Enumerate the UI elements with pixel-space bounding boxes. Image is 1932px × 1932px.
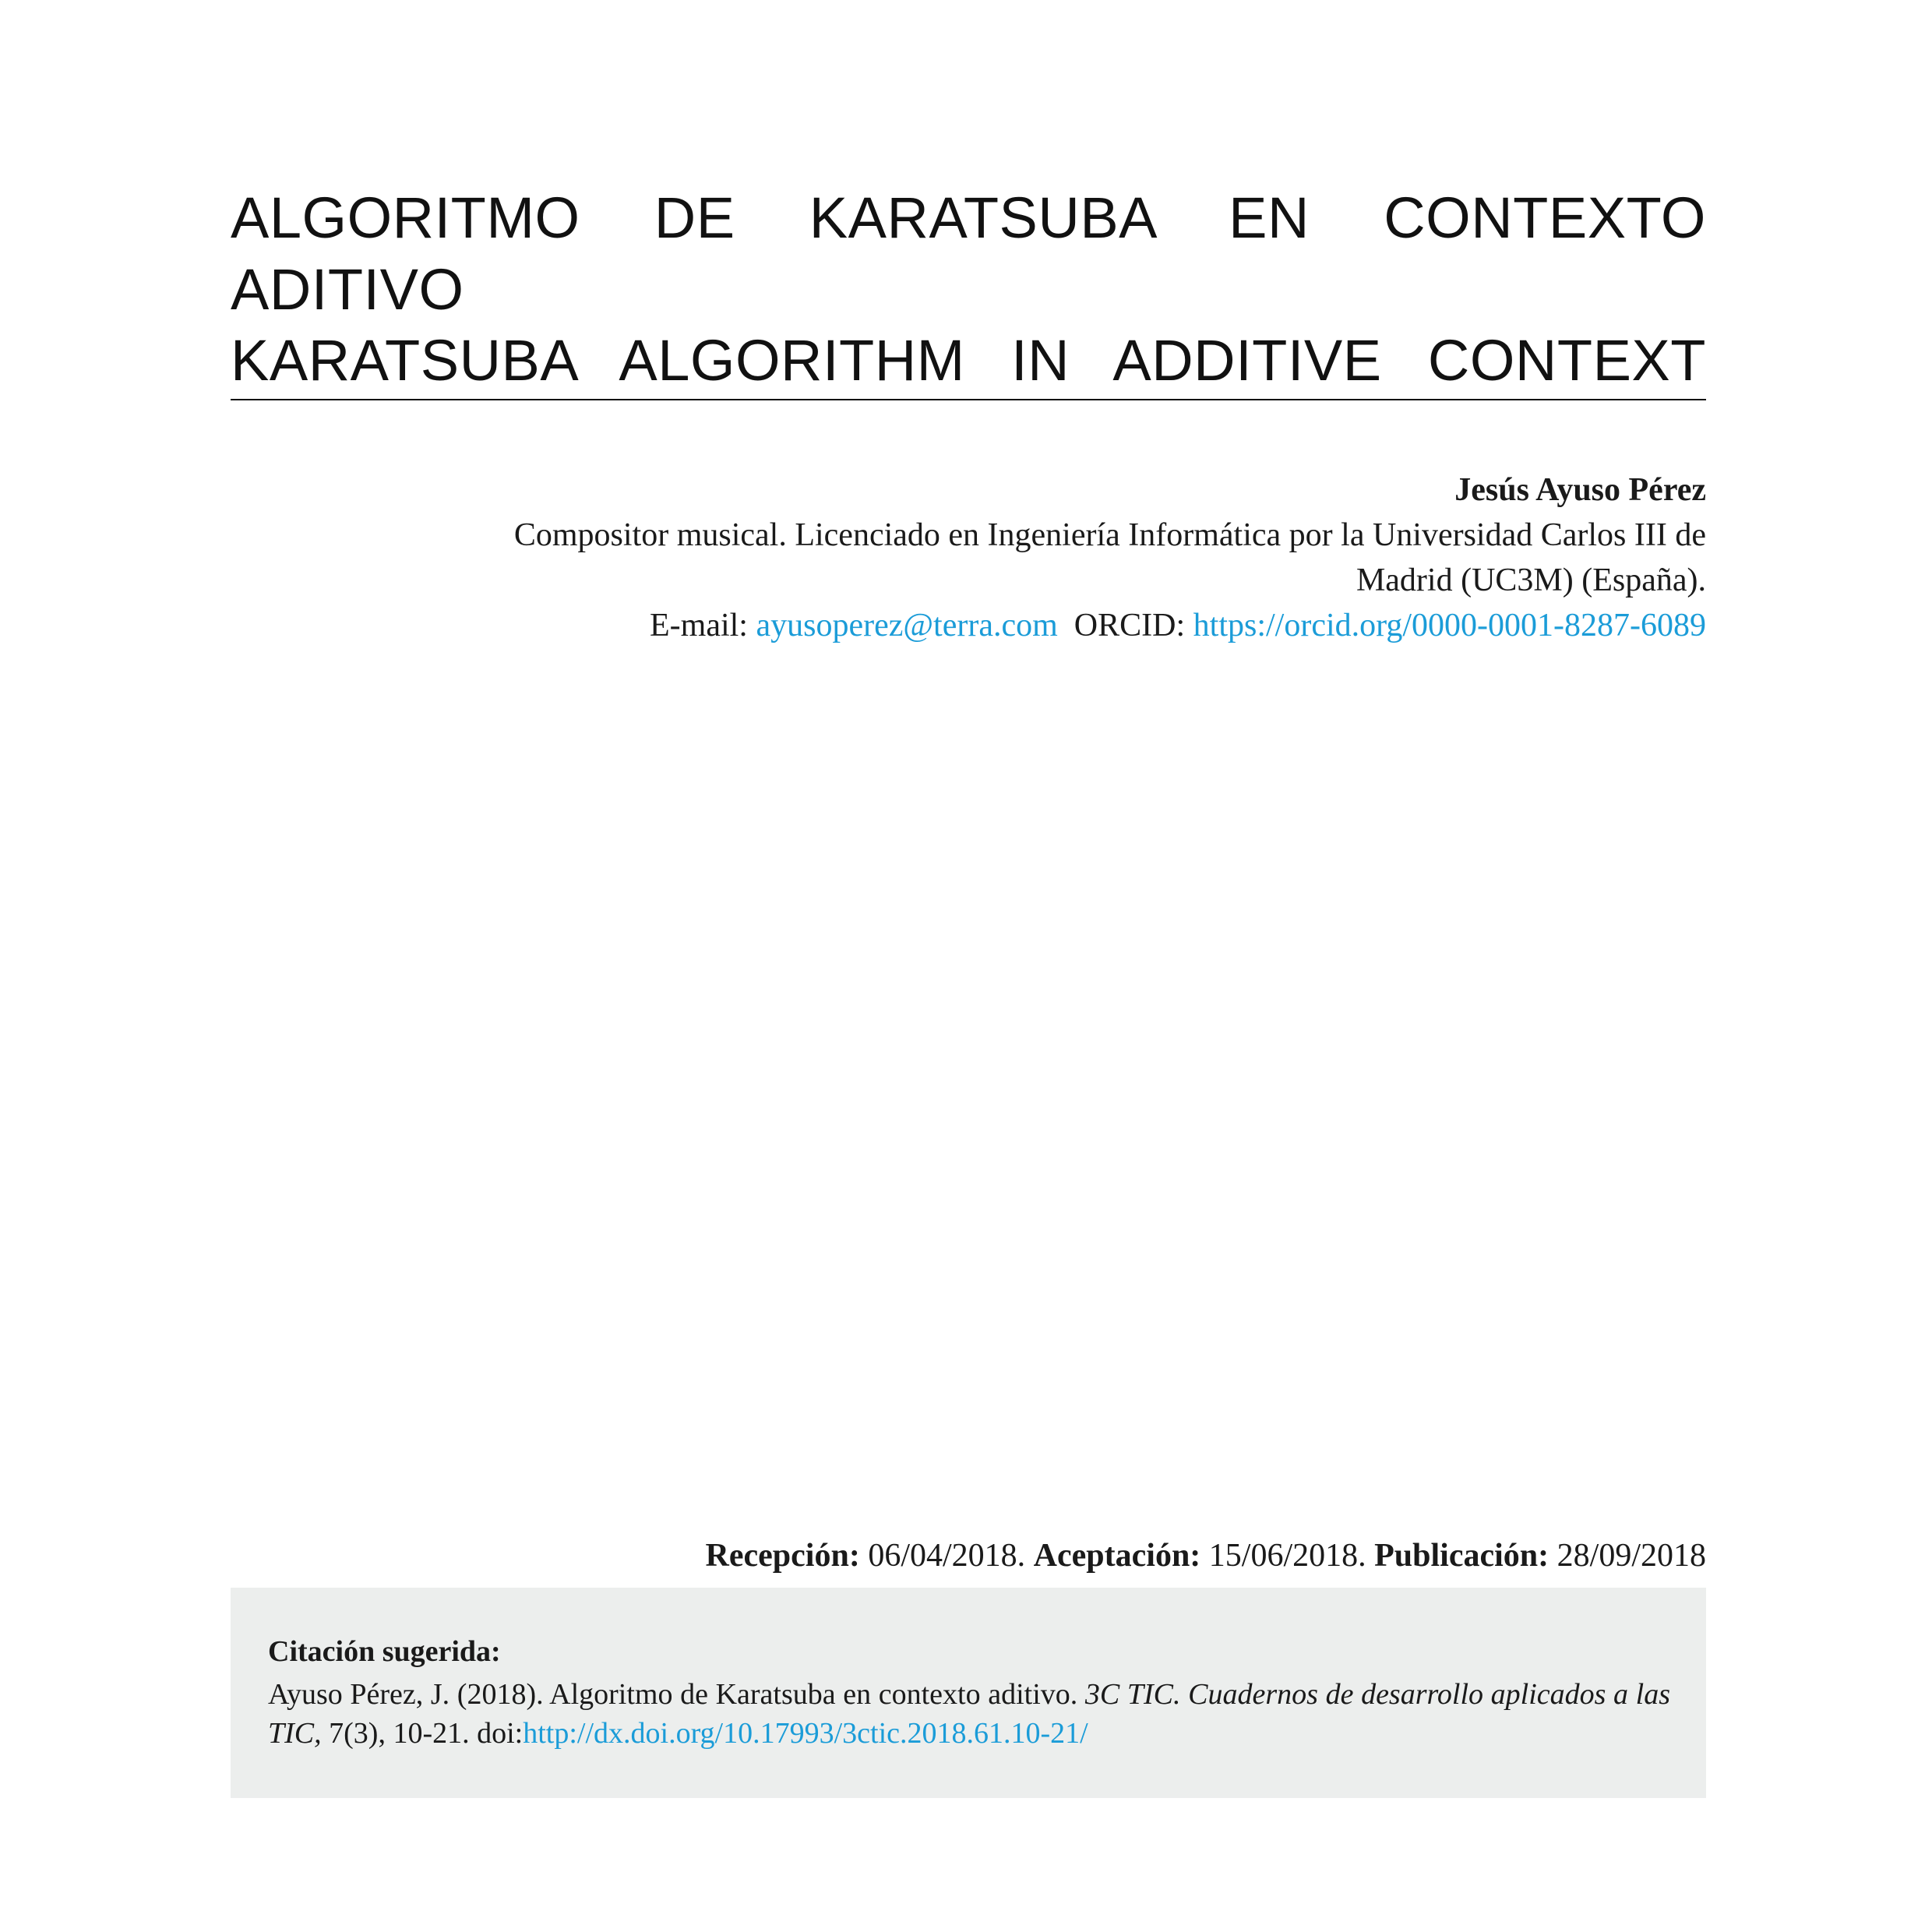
citation-label: Citación sugerida:: [268, 1635, 501, 1668]
title-block: [231, 182, 1706, 400]
author-affiliation-line-2: Madrid (UC3M) (España).: [1356, 562, 1706, 598]
author-name: Jesús Ayuso Pérez: [1454, 472, 1706, 508]
orcid-link[interactable]: https://orcid.org/0000-0001-8287-6089: [1193, 608, 1706, 643]
citation-rest: (3), 10-21. doi:: [344, 1717, 524, 1750]
citation-volume: 7: [329, 1717, 344, 1750]
title-en: KARATSUBA ALGORITHM IN ADDITIVE CONTEXT: [231, 326, 1706, 400]
title-es-line-1: ALGORITMO DE KARATSUBA EN CONTEXTO: [231, 185, 1706, 250]
author-affiliation-line-1: Compositor musical. Licenciado en Ingeniería Informática por la Universidad Carlos III de: [513, 517, 1706, 553]
received-label: Recepción:: [705, 1538, 860, 1574]
email-link[interactable]: ayusoperez@terra.com: [756, 608, 1058, 643]
published-label: Publicación:: [1374, 1538, 1549, 1574]
received-date: 06/04/2018.: [868, 1538, 1026, 1574]
document-page: [231, 0, 1706, 1932]
doi-link[interactable]: http://dx.doi.org/10.17993/3ctic.2018.61.10-21/: [523, 1717, 1088, 1750]
email-label: E-mail:: [650, 608, 748, 643]
author-contact: [231, 603, 1706, 648]
published-date: 28/09/2018: [1557, 1538, 1706, 1574]
citation-text-start: Ayuso Pérez, J. (2018). Algoritmo de Karatsuba en contexto aditivo.: [268, 1678, 1078, 1711]
citation-text: [268, 1675, 1670, 1753]
orcid-label: ORCID:: [1074, 608, 1186, 643]
title-es-line-2: ADITIVO: [231, 257, 464, 322]
citation-box: [231, 1588, 1706, 1798]
author-block: [231, 467, 1706, 648]
accepted-date: 15/06/2018.: [1208, 1538, 1366, 1574]
accepted-label: Aceptación:: [1033, 1538, 1201, 1574]
citation-journal: 3C TIC. Cuadernos de desarrollo aplicados a las TIC,: [268, 1678, 1671, 1750]
publication-dates: [231, 1533, 1706, 1578]
